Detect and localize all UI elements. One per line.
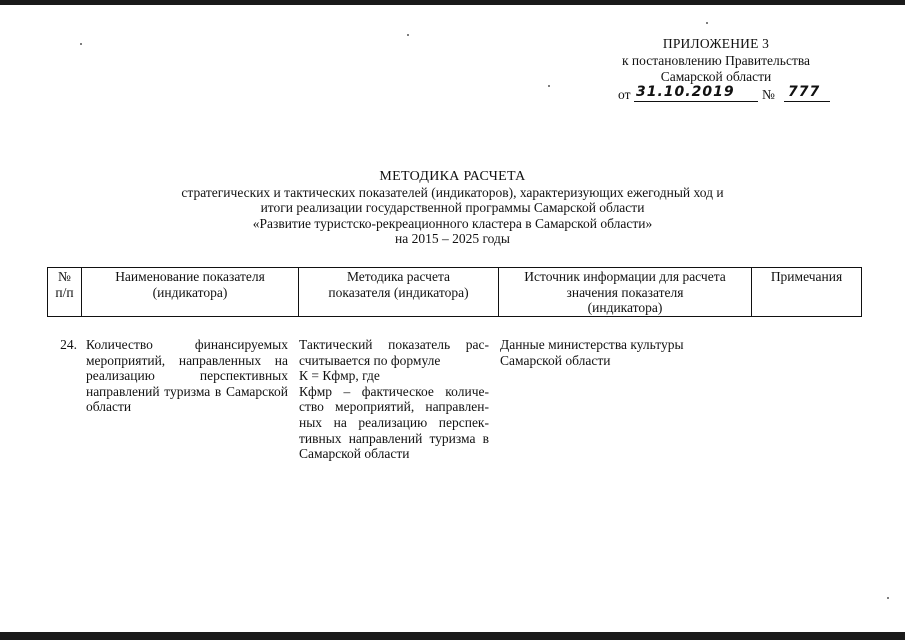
row-indicator-name: Количество финансируемых мероприятий, направленных на реализацию перспективных направлений туризма в Самарской области [86,337,288,415]
title-line-4: «Развитие туристско-рекреационного кластера в Самарской области» [252,215,653,231]
header-number: № п/п [48,268,82,317]
appendix-block [600,36,832,105]
header-source: Источник информации для расчета значения показателя (индикатора) [499,268,752,317]
scan-speck [706,22,708,24]
appendix-line-2: к постановлению Правительства [621,52,811,68]
header-indicator-name: Наименование показателя (индикатора) [82,268,299,317]
date-prefix: от [618,86,631,102]
handwritten-date: 31.10.2019 [634,84,758,102]
method-line: считывается по формуле [299,352,441,368]
document-title: МЕТОДИКА РАСЧЕТА [379,169,526,184]
title-line-2: стратегических и тактических показателей (индикаторов), характеризующих ежегодный ход и [181,184,724,200]
method-line: тивных направлений туризма в [299,430,489,446]
row-number: 24. [60,337,77,352]
row-method [299,337,489,462]
scan-bottom-edge [0,632,905,640]
method-line: Кфмр – фактическое количе- [299,383,489,399]
header-method: Методика расчета показателя (индикатора) [299,268,499,317]
method-line: Тактический показатель рас- [299,337,489,352]
appendix-title: ПРИЛОЖЕНИЕ 3 [662,36,770,51]
scan-speck [80,43,82,45]
table-header [47,267,862,317]
method-line: Самарской области [299,446,410,462]
handwritten-number: 777 [784,84,830,102]
method-line: ство мероприятий, направлен- [299,399,489,415]
header-notes: Примечания [752,268,862,317]
scan-top-edge [0,0,905,5]
method-line: К = Кфмр, где [299,368,380,384]
document-title-block [150,169,755,247]
scan-speck [887,597,889,599]
appendix-line-3: Самарской области [660,69,772,84]
title-line-3: итоги реализации государственной программы Самарской области [260,200,645,215]
row-source: Данные министерства культуры Самарской области [500,337,684,368]
appendix-date-line [618,83,832,105]
title-line-5: на 2015 – 2025 годы [395,231,510,246]
method-line: ных на реализацию перспек- [299,414,489,430]
number-label: № [762,86,775,102]
scan-speck [407,34,409,36]
scan-speck [548,85,550,87]
